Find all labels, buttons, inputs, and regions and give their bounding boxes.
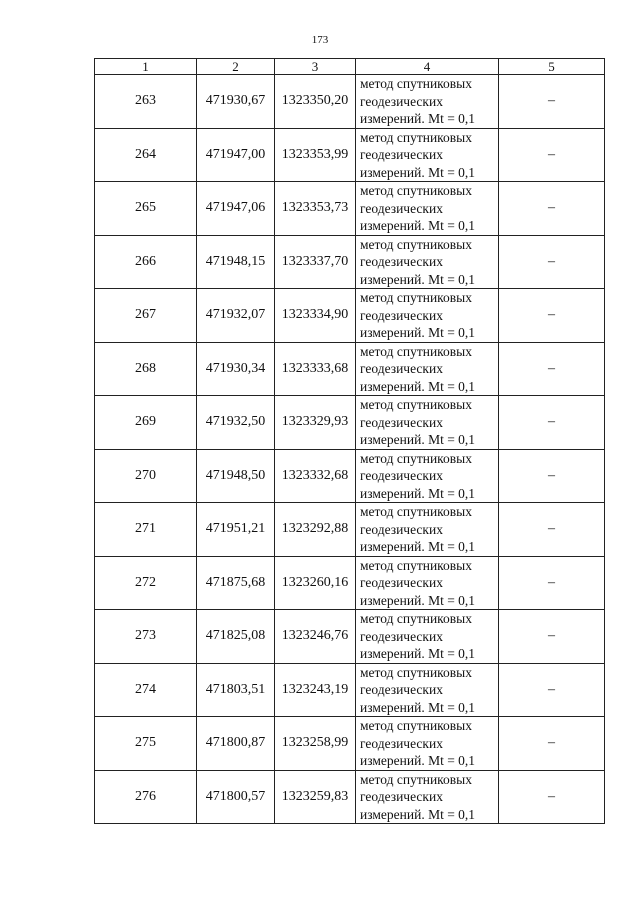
table-row <box>95 235 605 289</box>
description-cell: – <box>499 75 605 129</box>
method-cell <box>356 342 499 396</box>
method-line: метод спутниковых <box>360 183 472 198</box>
description-cell: – <box>499 556 605 610</box>
table-row <box>95 717 605 771</box>
method-cell <box>356 182 499 236</box>
point-number-cell: 268 <box>95 342 197 396</box>
table-header-row <box>95 59 605 75</box>
method-line: геодезических <box>360 254 443 269</box>
x-coordinate-cell: 471800,87 <box>197 717 275 771</box>
x-coordinate-cell: 471803,51 <box>197 663 275 717</box>
description-cell: – <box>499 449 605 503</box>
table-row <box>95 503 605 557</box>
y-coordinate-cell: 1323260,16 <box>275 556 356 610</box>
y-coordinate-cell: 1323259,83 <box>275 770 356 824</box>
method-line: геодезических <box>360 575 443 590</box>
method-line: геодезических <box>360 521 443 537</box>
method-cell <box>356 503 499 557</box>
method-line: измерений. Mt = 0,1 <box>360 753 476 768</box>
y-coordinate-cell: 1323350,20 <box>275 75 356 129</box>
method-line: метод спутниковых <box>360 718 472 733</box>
method-line: геодезических <box>360 468 443 483</box>
point-number-cell: 272 <box>95 556 197 610</box>
column-header-5: 5 <box>499 59 605 75</box>
x-coordinate-cell: 471948,50 <box>197 449 275 503</box>
method-line: измерений. Mt = 0,1 <box>360 432 476 447</box>
method-line: геодезических <box>360 628 443 644</box>
table-row <box>95 182 605 236</box>
point-number-cell: 275 <box>95 717 197 771</box>
x-coordinate-cell: 471947,00 <box>197 128 275 182</box>
y-coordinate-cell: 1323329,93 <box>275 396 356 450</box>
method-line: геодезических <box>360 682 443 697</box>
y-coordinate-cell: 1323292,88 <box>275 503 356 557</box>
method-line: измерений. Mt = 0,1 <box>360 485 476 501</box>
x-coordinate-cell: 471800,57 <box>197 770 275 824</box>
method-cell <box>356 449 499 503</box>
column-header-1: 1 <box>95 59 197 75</box>
point-number-cell: 269 <box>95 396 197 450</box>
description-cell: – <box>499 770 605 824</box>
method-line: геодезических <box>360 361 443 376</box>
table-row <box>95 75 605 129</box>
method-line: метод спутниковых <box>360 129 472 145</box>
coordinates-table <box>94 58 605 824</box>
y-coordinate-cell: 1323243,19 <box>275 663 356 717</box>
table-row <box>95 289 605 343</box>
point-number-cell: 264 <box>95 128 197 182</box>
x-coordinate-cell: 471948,15 <box>197 235 275 289</box>
y-coordinate-cell: 1323353,73 <box>275 182 356 236</box>
x-coordinate-cell: 471825,08 <box>197 610 275 664</box>
method-line: метод спутниковых <box>360 236 472 252</box>
column-header-3: 3 <box>275 59 356 75</box>
y-coordinate-cell: 1323334,90 <box>275 289 356 343</box>
method-cell <box>356 396 499 450</box>
y-coordinate-cell: 1323258,99 <box>275 717 356 771</box>
column-header-2: 2 <box>197 59 275 75</box>
method-line: геодезических <box>360 200 443 216</box>
point-number-cell: 263 <box>95 75 197 129</box>
y-coordinate-cell: 1323332,68 <box>275 449 356 503</box>
method-line: метод спутниковых <box>360 771 472 787</box>
method-cell <box>356 717 499 771</box>
method-line: метод спутниковых <box>360 450 472 466</box>
method-line: метод спутниковых <box>360 504 472 519</box>
method-cell <box>356 610 499 664</box>
table-row <box>95 556 605 610</box>
table-row <box>95 342 605 396</box>
point-number-cell: 271 <box>95 503 197 557</box>
description-cell: – <box>499 182 605 236</box>
table-row <box>95 396 605 450</box>
table-row <box>95 663 605 717</box>
x-coordinate-cell: 471930,67 <box>197 75 275 129</box>
table-row <box>95 128 605 182</box>
table-row <box>95 770 605 824</box>
method-line: метод спутниковых <box>360 290 472 305</box>
table-body <box>95 75 605 824</box>
column-header-4: 4 <box>356 59 499 75</box>
method-line: измерений. Mt = 0,1 <box>360 699 476 715</box>
description-cell: – <box>499 235 605 289</box>
method-line: метод спутниковых <box>360 76 472 91</box>
point-number-cell: 276 <box>95 770 197 824</box>
x-coordinate-cell: 471930,34 <box>197 342 275 396</box>
description-cell: – <box>499 396 605 450</box>
method-line: измерений. Mt = 0,1 <box>360 646 476 661</box>
description-cell: – <box>499 610 605 664</box>
point-number-cell: 267 <box>95 289 197 343</box>
y-coordinate-cell: 1323337,70 <box>275 235 356 289</box>
description-cell: – <box>499 663 605 717</box>
table-row <box>95 449 605 503</box>
method-line: измерений. Mt = 0,1 <box>360 806 476 822</box>
description-cell: – <box>499 289 605 343</box>
method-line: измерений. Mt = 0,1 <box>360 218 476 233</box>
method-line: измерений. Mt = 0,1 <box>360 164 476 180</box>
method-line: метод спутниковых <box>360 397 472 412</box>
method-line: метод спутниковых <box>360 611 472 626</box>
y-coordinate-cell: 1323246,76 <box>275 610 356 664</box>
method-line: измерений. Mt = 0,1 <box>360 378 476 394</box>
point-number-cell: 273 <box>95 610 197 664</box>
method-line: геодезических <box>360 735 443 751</box>
method-cell <box>356 75 499 129</box>
method-line: измерений. Mt = 0,1 <box>360 111 476 126</box>
point-number-cell: 274 <box>95 663 197 717</box>
method-line: метод спутниковых <box>360 664 472 680</box>
description-cell: – <box>499 128 605 182</box>
y-coordinate-cell: 1323353,99 <box>275 128 356 182</box>
point-number-cell: 270 <box>95 449 197 503</box>
method-line: геодезических <box>360 307 443 323</box>
method-line: геодезических <box>360 147 443 162</box>
method-line: геодезических <box>360 414 443 430</box>
method-cell <box>356 663 499 717</box>
method-line: измерений. Mt = 0,1 <box>360 325 476 340</box>
method-cell <box>356 235 499 289</box>
method-cell <box>356 128 499 182</box>
x-coordinate-cell: 471875,68 <box>197 556 275 610</box>
y-coordinate-cell: 1323333,68 <box>275 342 356 396</box>
page-number: 173 <box>311 34 329 46</box>
x-coordinate-cell: 471947,06 <box>197 182 275 236</box>
table-row <box>95 610 605 664</box>
x-coordinate-cell: 471932,07 <box>197 289 275 343</box>
point-number-cell: 265 <box>95 182 197 236</box>
x-coordinate-cell: 471932,50 <box>197 396 275 450</box>
method-line: метод спутниковых <box>360 343 472 359</box>
method-cell <box>356 770 499 824</box>
method-line: измерений. Mt = 0,1 <box>360 592 476 608</box>
point-number-cell: 266 <box>95 235 197 289</box>
method-line: измерений. Mt = 0,1 <box>360 271 476 287</box>
description-cell: – <box>499 503 605 557</box>
description-cell: – <box>499 717 605 771</box>
x-coordinate-cell: 471951,21 <box>197 503 275 557</box>
method-cell <box>356 289 499 343</box>
method-cell <box>356 556 499 610</box>
method-line: геодезических <box>360 93 443 109</box>
method-line: метод спутниковых <box>360 557 472 573</box>
method-line: геодезических <box>360 789 443 804</box>
description-cell: – <box>499 342 605 396</box>
method-line: измерений. Mt = 0,1 <box>360 539 476 554</box>
